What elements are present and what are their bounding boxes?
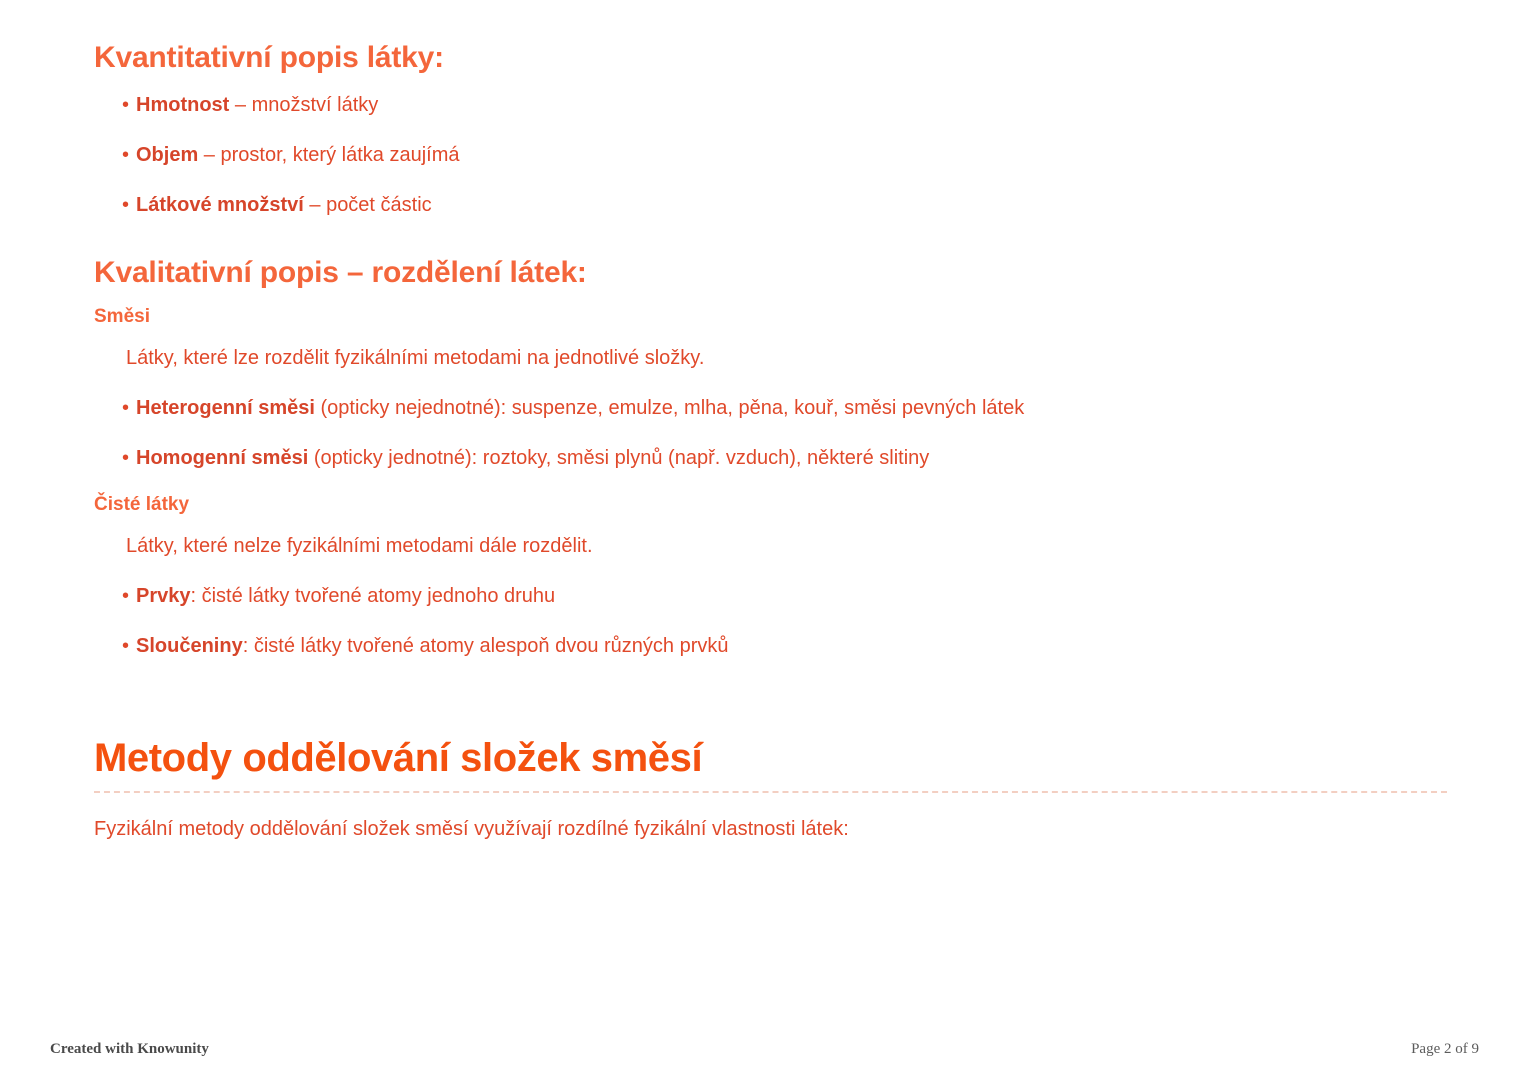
list-item-text: (opticky jednotné): roztoky, směsi plynů (např. vzduch), některé slitiny <box>308 447 930 469</box>
footer-page-number: Page 2 of 9 <box>1411 1041 1479 1057</box>
list-item-text: (opticky nejednotné): suspenze, emulze, mlha, pěna, kouř, směsi pevných látek <box>314 397 1025 419</box>
bullet-dot-icon: • <box>122 447 130 469</box>
pure-substances-description: Látky, které nelze fyzikálními metodami dále rozdělit. <box>126 535 593 557</box>
section-heading-qualitative: Kvalitativní popis – rozdělení látek: <box>94 256 587 289</box>
list-item-text: – prostor, který látka zaujímá <box>198 144 460 166</box>
methods-lead-paragraph: Fyzikální metody oddělování složek směsí využívají rozdílné fyzikální vlastnosti látek: <box>94 818 849 840</box>
subheading-pure-substances: Čisté látky <box>94 494 190 515</box>
list-item <box>94 394 1447 422</box>
title-divider <box>94 791 1447 793</box>
bullet-dot-icon: • <box>122 635 130 657</box>
list-item-term: Prvky <box>136 585 191 607</box>
list-item-term: Homogenní směsi <box>136 447 309 469</box>
bullet-dot-icon: • <box>122 94 130 116</box>
list-item <box>94 191 1447 219</box>
list-item-text: – počet částic <box>303 194 432 216</box>
mixtures-description: Látky, které lze rozdělit fyzikálními metodami na jednotlivé složky. <box>126 347 705 369</box>
bullet-dot-icon: • <box>122 144 130 166</box>
list-item-term: Objem <box>136 144 199 166</box>
list-item-text: : čisté látky tvořené atomy alespoň dvou různých prvků <box>242 635 729 657</box>
list-item-term: Heterogenní směsi <box>136 397 315 419</box>
list-item <box>94 632 1447 660</box>
list-item <box>94 141 1447 169</box>
bullet-dot-icon: • <box>122 397 130 419</box>
list-item-term: Hmotnost <box>136 94 230 116</box>
list-item-term: Látkové množství <box>136 194 304 216</box>
list-item <box>94 582 1447 610</box>
bullet-dot-icon: • <box>122 194 130 216</box>
list-item-text: – množství látky <box>229 94 379 116</box>
list-item-text: : čisté látky tvořené atomy jednoho druhu <box>190 585 556 607</box>
bullet-dot-icon: • <box>122 585 130 607</box>
subheading-mixtures: Směsi <box>94 306 150 327</box>
footer-credit: Created with Knowunity <box>50 1041 209 1057</box>
list-item <box>94 444 1447 472</box>
section-heading-quantitative: Kvantitativní popis látky: <box>94 41 444 74</box>
list-item <box>94 91 1447 119</box>
page-title: Metody oddělování složek směsí <box>94 736 703 780</box>
list-item-term: Sloučeniny <box>136 635 243 657</box>
page-content <box>94 38 1447 843</box>
